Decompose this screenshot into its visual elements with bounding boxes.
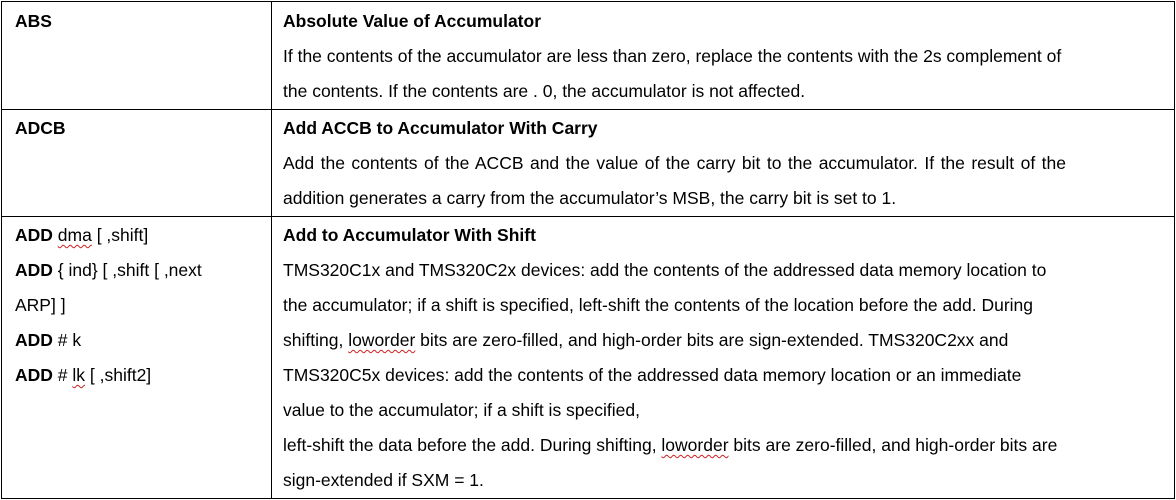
description-text-flagged: loworder <box>348 330 416 350</box>
description-text: value to the accumulator; if a shift is specified, <box>283 400 640 420</box>
description-line: addition generates a carry from the accumulator’s MSB, the carry bit is set to 1. <box>283 188 897 208</box>
mnemonic-operand-flagged: lk <box>72 365 86 385</box>
description-cell <box>272 2 1175 110</box>
mnemonic-op: ADD <box>15 330 53 350</box>
description-text: TMS320C5x devices: add the contents of the addressed data memory location or an immediate <box>283 365 1022 385</box>
mnemonic-op: ADD <box>15 260 53 280</box>
description-text: bits are zero-filled, and high-order bits are sign-extended. TMS320C2xx and <box>415 330 1009 350</box>
mnemonic-operand: [ ,shift] <box>91 225 149 245</box>
mnemonic-line <box>15 218 271 253</box>
mnemonic: ADCB <box>15 118 66 138</box>
mnemonic-operand: [ ,shift2] <box>85 365 152 385</box>
mnemonic-op: ADD <box>15 365 53 385</box>
mnemonic-cell <box>2 217 272 499</box>
description-line <box>283 428 1174 463</box>
description-line <box>283 323 1174 358</box>
description-text: TMS320C1x and TMS320C2x devices: add the contents of the addressed data memory location to <box>283 260 1047 280</box>
description-text: sign-extended if SXM = 1. <box>283 470 484 490</box>
mnemonic: ABS <box>15 11 52 31</box>
table-row <box>2 2 1175 110</box>
description-line: If the contents of the accumulator are less than zero, replace the contents with the 2s complement of <box>283 46 1062 66</box>
description-line: Add the contents of the ACCB and the value of the carry bit to the accumulator. If the result of the <box>283 153 1066 173</box>
mnemonic-op: ADD <box>15 225 53 245</box>
mnemonic-operand-flagged: dma <box>57 225 92 245</box>
description-text: shifting, <box>283 330 349 350</box>
description-text: the accumulator; if a shift is specified, left-shift the contents of the location before the add. During <box>283 295 1033 315</box>
description-text: left-shift the data before the add. During shifting, <box>283 435 662 455</box>
instruction-title: Add to Accumulator With Shift <box>283 225 536 245</box>
table-row <box>2 217 1175 499</box>
description-cell <box>272 217 1175 499</box>
instruction-title: Add ACCB to Accumulator With Carry <box>283 118 598 138</box>
description-cell <box>272 110 1175 217</box>
instruction-title: Absolute Value of Accumulator <box>283 11 542 31</box>
mnemonic-operand: ARP] ] <box>15 295 66 315</box>
description-text-flagged: loworder <box>661 435 729 455</box>
instruction-table <box>1 1 1175 499</box>
mnemonic-line <box>15 358 271 393</box>
description-text: bits are zero-filled, and high-order bits are <box>728 435 1058 455</box>
description-line <box>283 358 1174 393</box>
mnemonic-line <box>15 323 271 358</box>
description-line <box>283 393 1174 428</box>
mnemonic-cell <box>2 110 272 217</box>
mnemonic-line <box>15 253 271 288</box>
description-line <box>283 288 1174 323</box>
mnemonic-line <box>15 288 271 323</box>
description-line: the contents. If the contents are . 0, the accumulator is not affected. <box>283 81 806 101</box>
mnemonic-cell <box>2 2 272 110</box>
description-line <box>283 463 1174 498</box>
description-line <box>283 253 1174 288</box>
mnemonic-operand: { ind} [ ,shift [ ,next <box>52 260 202 280</box>
table-row <box>2 110 1175 217</box>
mnemonic-operand: # <box>52 365 73 385</box>
mnemonic-operand: # k <box>52 330 82 350</box>
